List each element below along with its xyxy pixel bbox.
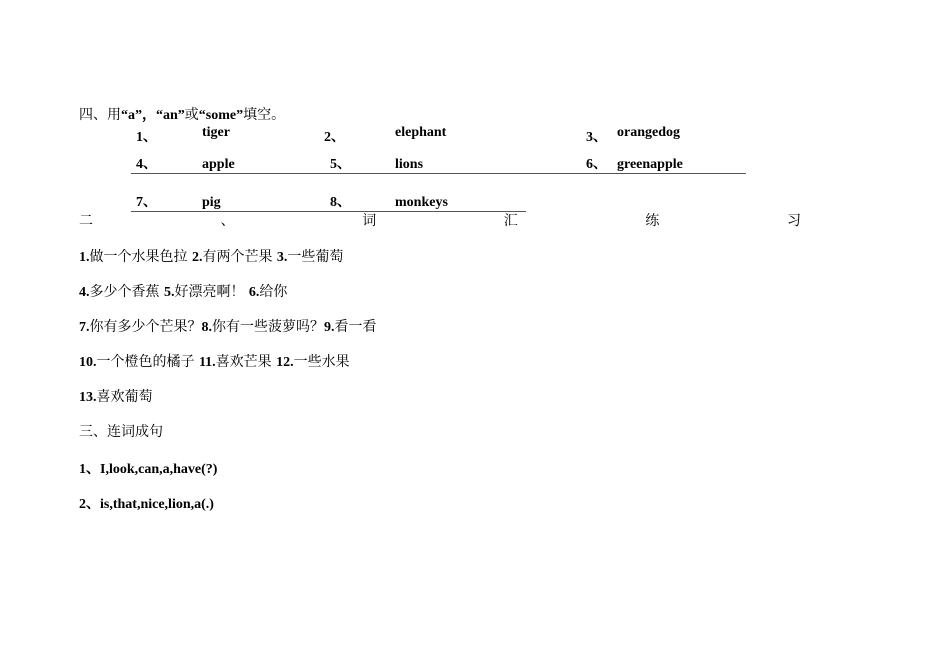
heading-quote-a-an: “a”，“an” <box>121 108 185 123</box>
vocab-text: 做一个水果色拉 <box>89 249 192 265</box>
section4-heading <box>79 108 285 123</box>
vocab-line-4 <box>79 355 350 370</box>
heading-middle: 或 <box>184 107 199 123</box>
sentence-item-1 <box>79 462 217 477</box>
item-1-word: tiger <box>202 125 230 140</box>
vocab-number: 6. <box>248 285 260 300</box>
sentence-number: 1、 <box>79 462 100 477</box>
vocab-number: 9. <box>324 320 335 335</box>
underline-row-3 <box>131 211 526 212</box>
vocab-text: 有两个芒果 <box>202 249 277 265</box>
section2-heading <box>79 214 801 228</box>
sentence-number: 2、 <box>79 497 100 512</box>
section2-heading-char: 、 <box>220 213 235 229</box>
vocab-text: 一个橙色的橘子 <box>96 354 199 370</box>
item-8-number: 8、 <box>330 195 351 210</box>
section2-heading-char: 词 <box>362 213 377 229</box>
item-8-word: monkeys <box>395 195 448 210</box>
vocab-line-5 <box>79 390 153 405</box>
vocab-number: 4. <box>79 285 90 300</box>
vocab-line-1 <box>79 250 343 265</box>
vocab-number: 13. <box>79 390 97 405</box>
sentence-words: is,that,nice,lion,a(.) <box>100 497 214 512</box>
vocab-text: 好漂亮啊！ <box>174 284 249 300</box>
vocab-text: 你有多少个芒果？ <box>89 319 202 335</box>
item-4-number: 4、 <box>136 157 157 172</box>
vocab-text: 一些水果 <box>293 354 350 370</box>
heading-prefix: 四、用 <box>79 107 121 123</box>
item-6-word: greenapple <box>617 157 683 172</box>
vocab-number: 8. <box>201 320 212 335</box>
heading-quote-some: “some” <box>198 108 244 123</box>
vocab-number: 11. <box>198 355 216 370</box>
item-2-number: 2、 <box>324 130 345 145</box>
section2-heading-char: 练 <box>645 213 660 229</box>
underline-row-2 <box>131 173 746 174</box>
section2-heading-char: 二 <box>79 213 93 229</box>
vocab-text: 多少个香蕉 <box>89 284 164 300</box>
vocab-line-2 <box>79 285 287 300</box>
vocab-text: 喜欢芒果 <box>215 354 277 370</box>
vocab-number: 1. <box>79 250 90 265</box>
section2-heading-char: 汇 <box>503 213 518 229</box>
section3-heading: 三、连词成句 <box>79 424 163 440</box>
item-6-number: 6、 <box>586 157 607 172</box>
vocab-number: 10. <box>79 355 97 370</box>
sentence-words: I,look,can,a,have(?) <box>100 462 218 477</box>
vocab-line-3 <box>79 320 377 335</box>
vocab-number: 12. <box>276 355 294 370</box>
vocab-text: 喜欢葡萄 <box>96 389 153 405</box>
item-3-word: orangedog <box>617 125 680 140</box>
item-5-word: lions <box>395 157 424 172</box>
vocab-number: 2. <box>191 250 203 265</box>
vocab-number: 7. <box>79 320 90 335</box>
item-4-word: apple <box>202 157 235 172</box>
vocab-text: 你有一些菠萝吗？ <box>212 319 324 335</box>
vocab-text: 一些葡萄 <box>287 249 344 265</box>
item-5-number: 5、 <box>330 157 351 172</box>
heading-suffix: 填空。 <box>243 107 286 123</box>
item-7-number: 7、 <box>136 195 157 210</box>
item-2-word: elephant <box>395 125 447 140</box>
vocab-text: 看一看 <box>334 319 377 335</box>
section2-heading-char: 习 <box>786 213 801 229</box>
sentence-item-2 <box>79 497 214 512</box>
vocab-number: 3. <box>276 250 288 265</box>
vocab-text: 给你 <box>259 284 288 300</box>
item-7-word: pig <box>202 195 221 210</box>
vocab-number: 5. <box>163 285 175 300</box>
item-1-number: 1、 <box>136 130 157 145</box>
item-3-number: 3、 <box>586 130 607 145</box>
